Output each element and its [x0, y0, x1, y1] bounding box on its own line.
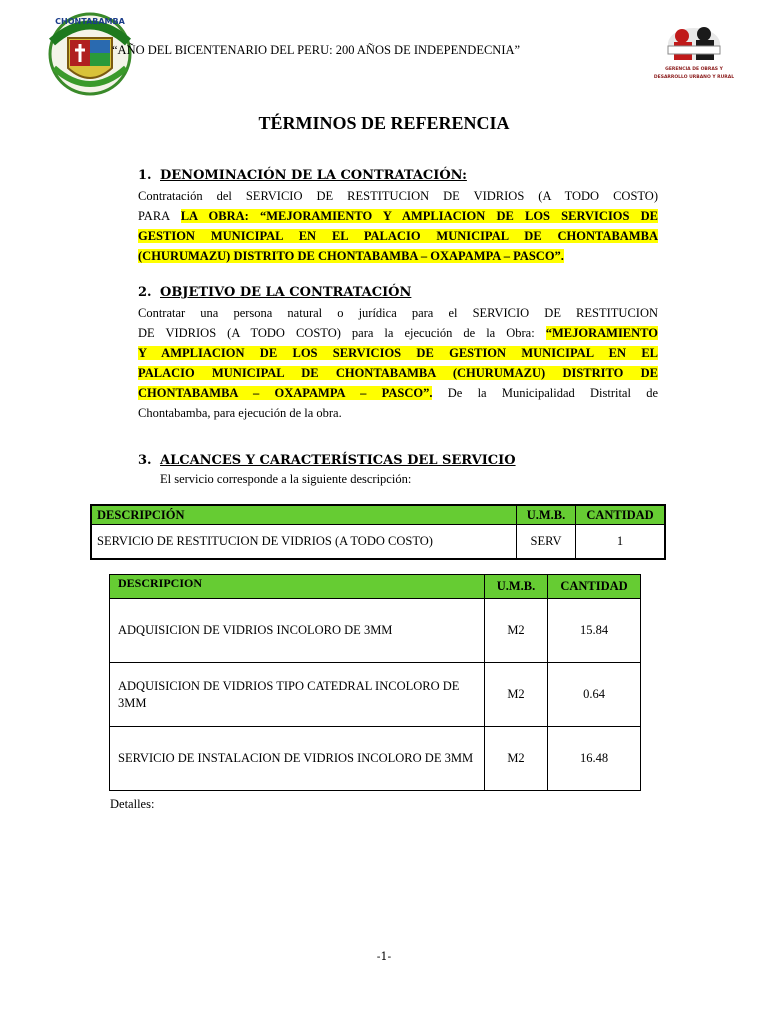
section-2-heading: OBJETIVO DE LA CONTRATACIÓN	[160, 285, 412, 300]
section-1-number: 1.	[138, 168, 152, 183]
logo-right-text-2: DESARROLLO URBANO Y RURAL	[653, 75, 735, 80]
section-2-line-5a: CHONTABAMBA – OXAPAMPA – PASCO”.	[138, 386, 433, 400]
table-row	[91, 525, 665, 560]
section-2-line-5b: De la Municipalidad Distrital de	[447, 386, 659, 400]
section-1-line-2a: PARA	[138, 209, 170, 223]
section-3-number: 3.	[138, 453, 152, 468]
section-2-line-3: Y AMPLIACION DE LOS SERVICIOS DE GESTION MUNICIPAL EN EL	[138, 346, 658, 360]
gerencia-obras-logo	[653, 18, 735, 96]
table-row	[110, 727, 641, 791]
cell-umb: SERV	[517, 525, 576, 560]
page-number: -1-	[376, 950, 392, 963]
cell-cantidad: 1	[576, 525, 666, 560]
cell-cantidad: 0.64	[548, 663, 641, 727]
section-2-body	[138, 303, 658, 423]
cell-umb: M2	[485, 663, 548, 727]
col-header-descripcion: DESCRIPCIÓN	[91, 505, 517, 525]
col-header-umb: U.M.B.	[517, 505, 576, 525]
section-2-line-2a: DE VIDRIOS (A TODO COSTO) para la ejecución de la Obra:	[138, 326, 535, 340]
header-motto: “AÑO DEL BICENTENARIO DEL PERU: 200 AÑOS DE INDEPENDECNIA”	[112, 43, 521, 57]
cell-descripcion: ADQUISICION DE VIDRIOS INCOLORO DE 3MM	[110, 599, 485, 663]
table-row	[110, 663, 641, 727]
cell-descripcion: ADQUISICION DE VIDRIOS TIPO CATEDRAL INCOLORO DE 3MM	[110, 663, 485, 727]
cell-umb: M2	[485, 727, 548, 791]
section-1-body	[138, 186, 658, 266]
col-header-descripcion: DESCRIPCION	[110, 575, 485, 599]
section-2-line-1: Contratar una persona natural o jurídica para el SERVICIO DE RESTITUCION	[138, 306, 658, 320]
section-3-heading: ALCANCES Y CARACTERÍSTICAS DEL SERVICIO	[160, 453, 516, 468]
cell-cantidad: 15.84	[548, 599, 641, 663]
section-3-title	[138, 453, 516, 468]
col-header-umb: U.M.B.	[485, 575, 548, 599]
section-1-line-4: (CHURUMAZU) DISTRITO DE CHONTABAMBA – OXAPAMPA – PASCO”.	[138, 249, 564, 263]
cell-descripcion: SERVICIO DE RESTITUCION DE VIDRIOS (A TODO COSTO)	[91, 525, 517, 560]
section-1-line-2b: LA OBRA: “MEJORAMIENTO Y AMPLIACION DE LOS SERVICIOS DE	[180, 209, 659, 223]
logo-left-text: CHONTABAMBA	[55, 17, 125, 26]
table-row	[110, 599, 641, 663]
cell-cantidad: 16.48	[548, 727, 641, 791]
service-table	[90, 504, 666, 560]
section-2-number: 2.	[138, 285, 152, 300]
document-title: TÉRMINOS DE REFERENCIA	[258, 113, 510, 133]
section-1-heading: DENOMINACIÓN DE LA CONTRATACIÓN:	[160, 168, 467, 183]
table-header-row	[110, 575, 641, 599]
col-header-cantidad: CANTIDAD	[576, 505, 666, 525]
section-3-subtitle: El servicio corresponde a la siguiente descripción:	[160, 472, 412, 486]
cell-umb: M2	[485, 599, 548, 663]
section-1-line-1: Contratación del SERVICIO DE RESTITUCION DE VIDRIOS (A TODO COSTO)	[138, 189, 658, 203]
items-table	[109, 574, 641, 791]
details-label: Detalles:	[110, 797, 155, 811]
logo-right-text-1: GERENCIA DE OBRAS Y	[665, 67, 723, 72]
section-2-title	[138, 285, 411, 300]
cell-descripcion: SERVICIO DE INSTALACION DE VIDRIOS INCOLORO DE 3MM	[110, 727, 485, 791]
section-2-line-2b: “MEJORAMIENTO	[545, 326, 659, 340]
section-2-line-6: Chontabamba, para ejecución de la obra.	[138, 406, 342, 420]
table-header-row	[91, 505, 665, 525]
section-1-line-3: GESTION MUNICIPAL EN EL PALACIO MUNICIPAL DE CHONTABAMBA	[138, 229, 658, 243]
section-2-line-4: PALACIO MUNICIPAL DE CHONTABAMBA (CHURUMAZU) DISTRITO DE	[138, 366, 658, 380]
col-header-cantidad: CANTIDAD	[548, 575, 641, 599]
section-1-title	[138, 168, 467, 183]
